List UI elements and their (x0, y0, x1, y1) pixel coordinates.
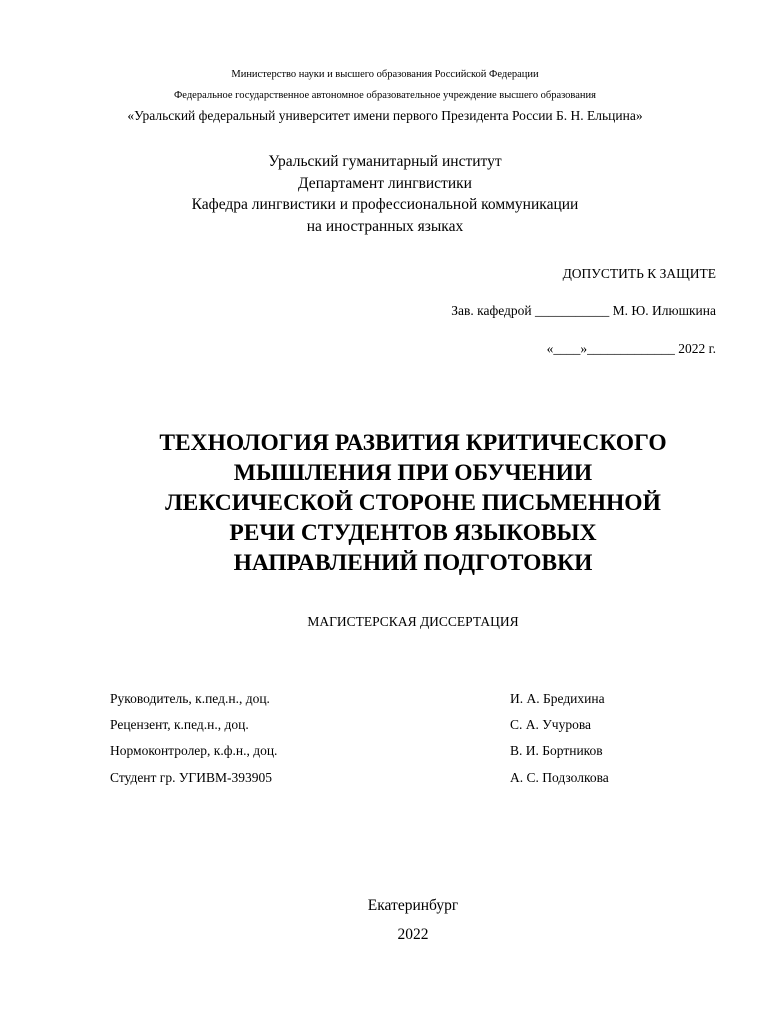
title-line: РЕЧИ СТУДЕНТОВ ЯЗЫКОВЫХ (229, 520, 597, 546)
admit-to-defense: ДОПУСТИТЬ К ЗАЩИТЕ (562, 266, 716, 281)
head-signature-line: Зав. кафедрой ___________ М. Ю. Илюшкина (451, 303, 716, 318)
ministry-line: Министерство науки и высшего образования Российской Федерации (231, 69, 539, 80)
university-line: «Уральский федеральный университет имени первого Президента России Б. Н. Ельцина» (127, 108, 643, 123)
institute-line: Уральский гуманитарный институт (268, 153, 502, 170)
year: 2022 (397, 926, 429, 943)
signatory-role: Студент гр. УГИВМ-393905 (110, 770, 272, 785)
city: Екатеринбург (367, 897, 459, 914)
title-line: ЛЕКСИЧЕСКОЙ СТОРОНЕ ПИСЬМЕННОЙ (165, 490, 661, 516)
chair-line-2: на иностранных языках (306, 218, 464, 235)
chair-line-1: Кафедра лингвистики и профессиональной коммуникации (191, 196, 579, 213)
signatory-role: Нормоконтролер, к.ф.н., доц. (110, 743, 278, 758)
approval-date-line: «____»_____________ 2022 г. (546, 341, 716, 356)
thesis-title (0, 428, 770, 578)
department-line: Департамент лингвистики (298, 175, 472, 192)
institution-type-line: Федеральное государственное автономное образовательное учреждение высшего образования (174, 90, 596, 101)
document-type: МАГИСТЕРСКАЯ ДИССЕРТАЦИЯ (307, 614, 519, 629)
title-line: НАПРАВЛЕНИЙ ПОДГОТОВКИ (233, 550, 593, 576)
title-line: МЫШЛЕНИЯ ПРИ ОБУЧЕНИИ (233, 460, 593, 486)
signatory-name: И. А. Бредихина (510, 691, 605, 706)
signatory-name: С. А. Учурова (510, 717, 592, 732)
title-line: ТЕХНОЛОГИЯ РАЗВИТИЯ КРИТИЧЕСКОГО (159, 430, 667, 456)
signatory-name: А. С. Подзолкова (510, 770, 609, 785)
signatory-role: Руководитель, к.пед.н., доц. (110, 691, 270, 706)
signatory-name: В. И. Бортников (510, 743, 603, 758)
signatory-role: Рецензент, к.пед.н., доц. (110, 717, 249, 732)
